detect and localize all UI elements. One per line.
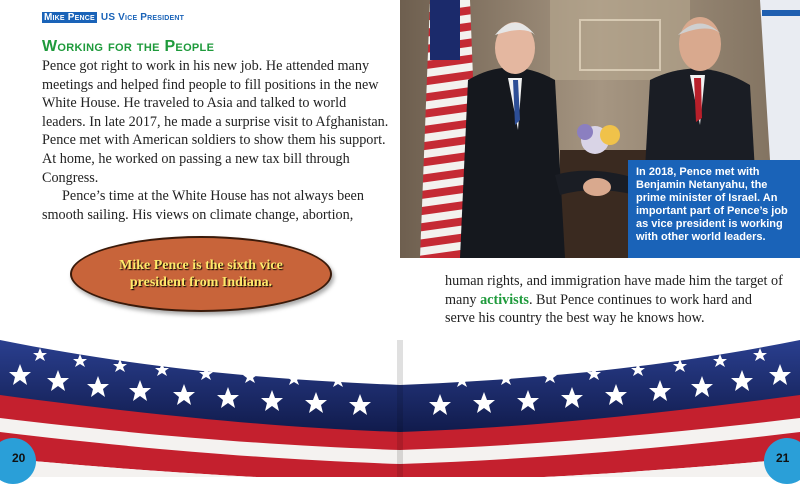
handshake	[583, 178, 611, 196]
photo-caption: In 2018, Pence met with Benjamin Netanyahu, the prime minister of Israel. An important part of Pence’s job as vice president is working with other world leaders.	[628, 160, 800, 258]
paragraph-1: Pence got right to work in his new job. He attended many meetings and helped find people to fill positions in the new White House. He traveled to Asia and talked to world leaders. In late 2017, he made a surprise visit to Afghanistan. Pence met with American soldiers to show them his support. At home, he worked on passing a new tax bill through Congress.	[42, 58, 389, 186]
running-header	[42, 12, 184, 23]
body-text-right	[445, 272, 785, 328]
paragraph-continued-start: human rights, and immigration have made him the target of many	[445, 273, 783, 308]
page-number-right	[764, 438, 800, 484]
flag-banner	[0, 340, 800, 477]
glossary-term-activists[interactable]: activists	[480, 291, 529, 308]
running-header-title: US Vice President	[100, 12, 185, 23]
callout-text: Mike Pence is the sixth vice president from Indiana.	[119, 258, 283, 290]
emblem-panel	[550, 0, 690, 80]
callout-fact	[70, 236, 332, 312]
section-heading: Working for the People	[42, 38, 215, 55]
running-header-name: Mike Pence	[44, 12, 95, 23]
page-number-left-text: 20	[12, 451, 26, 465]
paragraph-continued-end: . But Pence continues to work hard and serve his country the best way he knows how.	[445, 291, 752, 327]
paragraph-2: Pence’s time at the White House has not always been smooth sailing. His views on climate change, abortion,	[42, 188, 364, 223]
body-text-left	[42, 57, 392, 224]
page-number-right-text: 21	[776, 451, 790, 465]
